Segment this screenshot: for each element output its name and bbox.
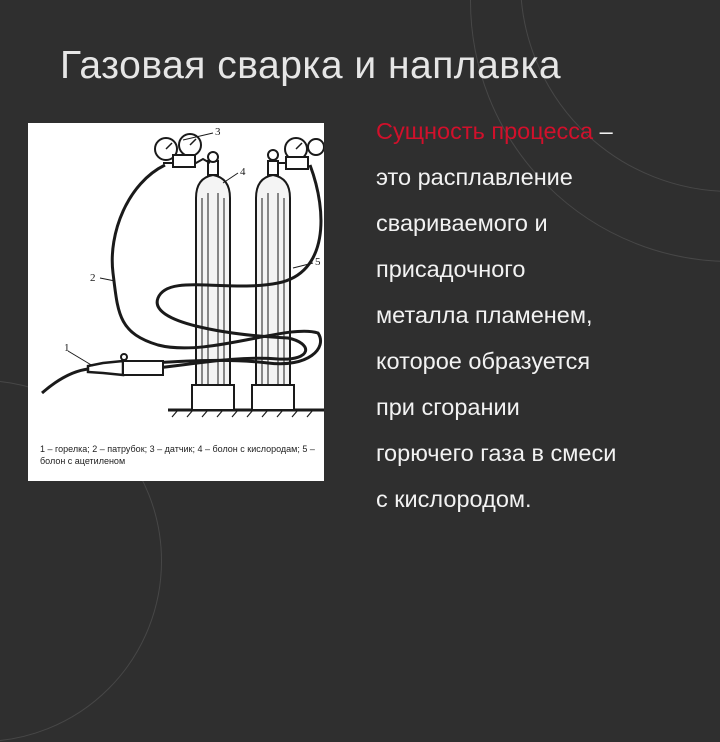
figure-label-3: 3 (215, 126, 221, 138)
figure-label-2: 2 (90, 272, 96, 284)
definition-line: которое образуется (376, 348, 591, 374)
oxygen-cylinder-shoe (192, 385, 234, 410)
definition-dash: – (593, 118, 613, 144)
definition-line: горючего газа в смеси (376, 440, 617, 466)
figure-caption: 1 – горелка; 2 – патрубок; 3 – датчик; 4 – болон с кислородам; 5 – болон с ацетиленом (40, 444, 315, 466)
definition-first-line (376, 108, 706, 154)
torch-tip (42, 369, 88, 393)
definition-line: с кислородом. (376, 486, 532, 512)
definition-line: присадочного (376, 256, 526, 282)
acetylene-cylinder (256, 175, 290, 401)
torch-handle (123, 361, 163, 375)
figure-label-5: 5 (315, 256, 321, 268)
acetylene-cylinder-valve (268, 161, 278, 175)
definition-line: это расплавление (376, 164, 573, 190)
definition-line: при сгорании (376, 394, 520, 420)
figure-label-4: 4 (240, 166, 246, 178)
definition-text (376, 108, 706, 522)
welding-torch (88, 361, 123, 375)
definition-line: свариваемого и (376, 210, 548, 236)
gas-welding-setup-illustration (28, 123, 324, 443)
oxygen-cylinder (196, 175, 230, 401)
slide-title: Газовая сварка и наплавка (60, 44, 562, 87)
acetylene-cylinder-shoe (252, 385, 294, 410)
acetylene-gauge-2 (308, 139, 324, 155)
definition-line: металла пламенем, (376, 302, 593, 328)
welding-equipment-figure (28, 123, 324, 481)
acetylene-valve-wheel (268, 150, 278, 160)
torch-valve (121, 354, 127, 360)
oxygen-valve-wheel (208, 152, 218, 162)
figure-label-1: 1 (64, 342, 70, 354)
definition-term: Сущность процесса (376, 118, 594, 144)
